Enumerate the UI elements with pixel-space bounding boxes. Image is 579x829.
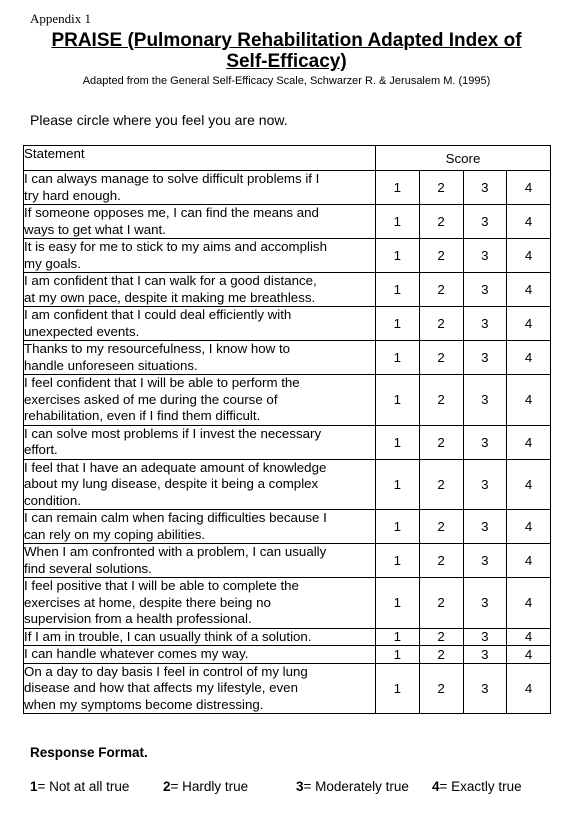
- statement-line: exercises at home, despite there being no: [24, 594, 271, 610]
- table-row: [24, 273, 551, 307]
- score-option-1[interactable]: 1: [376, 628, 420, 646]
- statement-cell: [24, 646, 376, 664]
- score-option-2[interactable]: 2: [419, 239, 463, 273]
- score-option-4[interactable]: 4: [507, 510, 551, 544]
- score-option-1[interactable]: 1: [376, 510, 420, 544]
- score-option-3[interactable]: 3: [463, 646, 507, 664]
- score-option-3[interactable]: 3: [463, 425, 507, 459]
- score-option-2[interactable]: 2: [419, 510, 463, 544]
- score-option-4[interactable]: 4: [507, 646, 551, 664]
- statement-cell: [24, 663, 376, 714]
- score-option-4[interactable]: 4: [507, 628, 551, 646]
- statement-line: When I am confronted with a problem, I can usually: [24, 544, 327, 559]
- score-option-1[interactable]: 1: [376, 425, 420, 459]
- statement-line: supervision from a health professional.: [24, 611, 252, 626]
- statement-line: On a day to day basis I feel in control of my lung: [24, 663, 308, 679]
- table-row: [24, 544, 551, 578]
- statement-line: Thanks to my resourcefulness, I know how to: [24, 341, 291, 356]
- statement-line: at my own pace, despite it making me breathless.: [24, 289, 316, 305]
- statement-cell: [24, 239, 376, 273]
- legend-item-3: [296, 779, 409, 794]
- table-row: [24, 307, 551, 341]
- score-option-2[interactable]: 2: [419, 459, 463, 510]
- score-column-header: Score: [376, 146, 551, 171]
- legend-label: = Hardly true: [170, 779, 249, 794]
- statement-line: I feel positive that I will be able to complete the: [24, 578, 299, 593]
- statement-cell: [24, 341, 376, 375]
- statement-cell: [24, 510, 376, 544]
- score-option-2[interactable]: 2: [419, 425, 463, 459]
- table-row: [24, 239, 551, 273]
- statement-cell: [24, 205, 376, 239]
- score-option-4[interactable]: 4: [507, 425, 551, 459]
- statement-line: handle unforeseen situations.: [24, 357, 198, 373]
- table-header-row: [24, 146, 551, 171]
- score-option-2[interactable]: 2: [419, 628, 463, 646]
- table-body: [24, 171, 551, 714]
- score-option-4[interactable]: 4: [507, 459, 551, 510]
- score-option-4[interactable]: 4: [507, 171, 551, 205]
- page-subtitle: Adapted from the General Self-Efficacy Scale, Schwarzer R. & Jerusalem M. (1995): [82, 75, 491, 87]
- statement-cell: [24, 459, 376, 510]
- score-option-1[interactable]: 1: [376, 646, 420, 664]
- appendix-label: Appendix 1: [30, 11, 92, 26]
- title-line-1: PRAISE (Pulmonary Rehabilitation Adapted Index of: [51, 30, 522, 51]
- legend-label: = Moderately true: [303, 779, 409, 794]
- table-row: [24, 628, 551, 646]
- statement-line: exercises asked of me during the course of: [24, 391, 278, 407]
- statement-line: I feel that I have an adequate amount of knowledge: [24, 459, 327, 475]
- statement-line: about my lung disease, despite it being a complex: [24, 476, 319, 491]
- statement-line: when my symptoms become distressing.: [24, 696, 264, 712]
- score-option-4[interactable]: 4: [507, 307, 551, 341]
- instruction-text: Please circle where you feel you are now.: [30, 112, 288, 128]
- score-option-3[interactable]: 3: [463, 578, 507, 629]
- statement-line: I can handle whatever comes my way.: [24, 646, 249, 661]
- score-option-1[interactable]: 1: [376, 663, 420, 714]
- table-row: [24, 171, 551, 205]
- statement-line: I can solve most problems if I invest the necessary: [24, 425, 322, 441]
- statement-line: find several solutions.: [24, 560, 152, 576]
- score-option-2[interactable]: 2: [419, 375, 463, 426]
- score-option-2[interactable]: 2: [419, 646, 463, 664]
- score-option-2[interactable]: 2: [419, 307, 463, 341]
- score-option-3[interactable]: 3: [463, 205, 507, 239]
- response-format-title: Response Format.: [30, 745, 148, 760]
- statement-cell: [24, 375, 376, 426]
- score-option-4[interactable]: 4: [507, 663, 551, 714]
- table-row: [24, 646, 551, 664]
- statement-line: my goals.: [24, 255, 81, 271]
- score-option-3[interactable]: 3: [463, 273, 507, 307]
- statement-line: I can remain calm when facing difficulties because I: [24, 510, 327, 525]
- statement-line: ways to get what I want.: [24, 221, 166, 237]
- statement-line: I am confident that I could deal efficiently with: [24, 307, 292, 322]
- score-option-2[interactable]: 2: [419, 544, 463, 578]
- score-option-1[interactable]: 1: [376, 239, 420, 273]
- score-option-1[interactable]: 1: [376, 341, 420, 375]
- score-option-4[interactable]: 4: [507, 239, 551, 273]
- score-option-4[interactable]: 4: [507, 544, 551, 578]
- statement-cell: [24, 171, 376, 205]
- statement-line: I can always manage to solve difficult problems if I: [24, 171, 320, 186]
- statement-line: try hard enough.: [24, 187, 121, 203]
- score-option-1[interactable]: 1: [376, 544, 420, 578]
- score-option-2[interactable]: 2: [419, 171, 463, 205]
- statement-cell: [24, 578, 376, 629]
- legend-number: 4: [432, 779, 440, 794]
- score-option-3[interactable]: 3: [463, 307, 507, 341]
- score-option-3[interactable]: 3: [463, 171, 507, 205]
- statement-line: I feel confident that I will be able to perform the: [24, 375, 300, 390]
- legend-number: 3: [296, 779, 304, 794]
- table-row: [24, 205, 551, 239]
- score-option-4[interactable]: 4: [507, 341, 551, 375]
- statement-cell: [24, 273, 376, 307]
- statement-line: It is easy for me to stick to my aims and accomplish: [24, 239, 327, 254]
- table-row: [24, 663, 551, 714]
- statement-line: can rely on my coping abilities.: [24, 526, 206, 542]
- score-option-3[interactable]: 3: [463, 663, 507, 714]
- table-row: [24, 578, 551, 629]
- score-option-4[interactable]: 4: [507, 273, 551, 307]
- score-option-3[interactable]: 3: [463, 341, 507, 375]
- statement-line: If someone opposes me, I can find the means and: [24, 205, 319, 220]
- table-row: [24, 375, 551, 426]
- statement-line: effort.: [24, 442, 58, 457]
- score-option-4[interactable]: 4: [507, 205, 551, 239]
- score-option-1[interactable]: 1: [376, 171, 420, 205]
- score-option-2[interactable]: 2: [419, 578, 463, 629]
- score-option-1[interactable]: 1: [376, 459, 420, 510]
- legend-item-2: [163, 779, 248, 794]
- table-row: [24, 341, 551, 375]
- score-option-1[interactable]: 1: [376, 273, 420, 307]
- score-option-3[interactable]: 3: [463, 510, 507, 544]
- legend-item-1: [30, 779, 129, 794]
- statement-line: I am confident that I can walk for a good distance,: [24, 273, 317, 288]
- score-option-2[interactable]: 2: [419, 205, 463, 239]
- legend-number: 2: [163, 779, 171, 794]
- legend-item-4: [432, 779, 522, 794]
- statement-cell: [24, 307, 376, 341]
- statement-cell: [24, 544, 376, 578]
- title-line-2: Self-Efficacy): [226, 51, 347, 72]
- statement-line: condition.: [24, 492, 81, 508]
- statement-line: disease and how that affects my lifestyle, even: [24, 680, 298, 695]
- legend-label: = Not at all true: [37, 779, 130, 794]
- score-option-1[interactable]: 1: [376, 375, 420, 426]
- legend-number: 1: [30, 779, 38, 794]
- statement-cell: [24, 425, 376, 459]
- table-row: [24, 510, 551, 544]
- score-option-3[interactable]: 3: [463, 628, 507, 646]
- score-option-3[interactable]: 3: [463, 459, 507, 510]
- score-option-3[interactable]: 3: [463, 544, 507, 578]
- score-option-4[interactable]: 4: [507, 578, 551, 629]
- score-option-1[interactable]: 1: [376, 307, 420, 341]
- score-option-3[interactable]: 3: [463, 375, 507, 426]
- score-option-2[interactable]: 2: [419, 273, 463, 307]
- score-option-2[interactable]: 2: [419, 341, 463, 375]
- statement-line: If I am in trouble, I can usually think of a solution.: [24, 628, 312, 644]
- score-option-3[interactable]: 3: [463, 239, 507, 273]
- score-option-4[interactable]: 4: [507, 375, 551, 426]
- self-efficacy-table: [23, 145, 551, 714]
- score-option-2[interactable]: 2: [419, 663, 463, 714]
- score-option-1[interactable]: 1: [376, 205, 420, 239]
- statement-cell: [24, 628, 376, 646]
- legend-label: = Exactly true: [439, 779, 522, 794]
- page-title: [0, 30, 573, 72]
- statement-line: unexpected events.: [24, 323, 140, 339]
- table-row: [24, 425, 551, 459]
- table-row: [24, 459, 551, 510]
- statement-line: rehabilitation, even if I find them difficult.: [24, 408, 261, 423]
- statement-column-header: Statement: [24, 146, 376, 171]
- score-option-1[interactable]: 1: [376, 578, 420, 629]
